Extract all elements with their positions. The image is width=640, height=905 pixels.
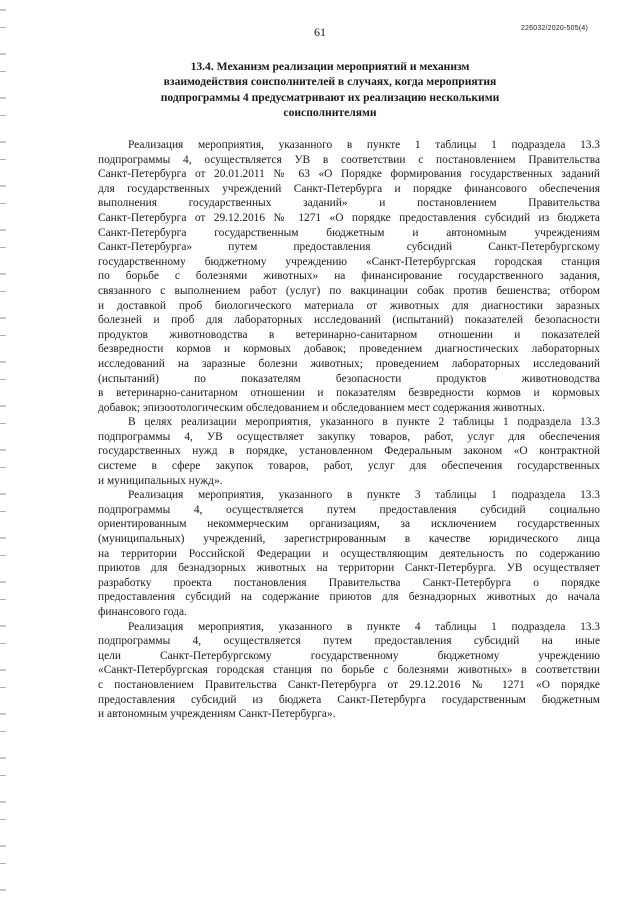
paragraph — [98, 488, 600, 619]
section-title-line: взаимодействия соисполнителей в случаях, когда мероприятия — [163, 75, 497, 89]
paragraph — [98, 138, 600, 415]
paragraph-line: подпрограммы 4, УВ осуществляет закупку товаров, работ, услуг для обеспечения — [98, 430, 600, 443]
paragraph-line: финансового года. — [98, 606, 187, 618]
paragraph-line: подпрограммы 4, осуществляется УВ в соответствии с постановлением Правительства — [98, 153, 600, 166]
paragraph-line: безвредности кормов и кормовых добавок; проведением диагностических лабораторных — [98, 343, 600, 356]
paragraph-line: связанного с выполнением работ (услуг) по вакцинации собак против бешенства; отбором — [98, 284, 600, 297]
paragraph-line: (испытаний) по показателям безопасности продуктов животноводства — [98, 372, 600, 385]
paragraph-line: подпрограммы 4, осуществляется путем предоставления субсидий на иные — [98, 635, 600, 648]
section-title-line: соисполнителями — [283, 106, 377, 120]
document-body — [98, 138, 600, 722]
paragraph-line: подпрограммы 4, осуществляется путем предоставления субсидий социально — [98, 503, 600, 516]
section-title-line: 13.4. Механизм реализации мероприятий и механизм — [190, 60, 470, 73]
paragraph-line: «Санкт-Петербургская городская станция по борьбе с болезнями животных» в соответствии — [98, 664, 600, 677]
document-code: 226032/2020-505(4) — [520, 25, 588, 32]
paragraph-line: добавок; эпизоотологическим обследованием и обследованием мест содержания животных. — [98, 401, 546, 414]
paragraph-line: предоставления субсидий на содержание приютов для безнадзорных животных до начала — [98, 591, 600, 604]
paragraph-line: продуктов животноводства в ветеринарно-санитарном отношении и показателей — [98, 328, 600, 341]
paragraph-line: и автономным учреждениям Санкт-Петербурга». — [98, 708, 336, 721]
paragraph-line: Санкт-Петербурга от 20.01.2011 № 63 «О Порядке формирования государственных заданий — [98, 168, 600, 181]
paragraph — [98, 620, 600, 722]
paragraph-line: (муниципальных) учреждений, зарегистрированным в качестве юридического лица — [98, 533, 600, 546]
paragraph-line: по борьбе с болезнями животных» на финансирование государственного задания, — [98, 270, 600, 283]
paragraph-line: государственных нужд в порядке, установленном Федеральным законом «О контрактной — [98, 445, 600, 458]
paragraph-line: Реализация мероприятия, указанного в пункте 1 таблицы 1 подраздела 13.3 — [128, 139, 600, 151]
paragraph-line: ориентированным некоммерческим организациям, за исключением государственных — [98, 518, 600, 531]
page-number: 61 — [314, 25, 326, 39]
section-title — [120, 59, 540, 121]
paragraph-line: для государственных учреждений Санкт-Петербурга и порядке финансового обеспечения — [98, 182, 600, 195]
paragraph-line: В целях реализации мероприятия, указанного в пункте 2 таблицы 1 подраздела 13.3 — [128, 416, 600, 429]
section-title-line: подпрограммы 4 предусматривают их реализацию несколькими — [160, 90, 500, 104]
paragraph-line: Реализация мероприятия, указанного в пункте 3 таблицы 1 подраздела 13.3 — [128, 489, 600, 502]
paragraph-line: и доставкой проб биологического материала от животных для диагностики заразных — [98, 299, 600, 312]
paragraph-line: выполнения государственных заданий» и постановлением Правительства — [98, 197, 600, 210]
paragraph-line: предоставления субсидий из бюджета Санкт-Петербурга государственным бюджетным — [98, 693, 600, 706]
paragraph-line: Санкт-Петербурга государственным бюджетным и автономным учреждениям — [98, 226, 600, 239]
paragraph-line: с постановлением Правительства Санкт-Петербурга от 29.12.2016 № 1271 «О порядке — [98, 678, 600, 691]
paragraph-line: системе в сфере закупок товаров, работ, услуг для обеспечения государственных — [98, 460, 600, 473]
paragraph-line: исследований на заразные болезни животных; проведением лабораторных исследований — [98, 357, 600, 370]
paragraph-line: на территории Российской Федерации и осуществляющим деятельность по содержанию — [98, 547, 600, 560]
paragraph-line: Санкт-Петербурга от 29.12.2016 № 1271 «О порядке предоставления субсидий из бюджета — [98, 211, 600, 224]
paragraph-line: государственному бюджетному учреждению «Санкт-Петербургская городская станция — [98, 255, 600, 268]
paragraph-line: цели Санкт-Петербургскому государственному бюджетному учреждению — [98, 649, 600, 662]
paragraph-line: приютов для безнадзорных животных на территории Санкт-Петербурга. УВ осуществляет — [98, 562, 600, 575]
paragraph-line: Реализация мероприятия, указанного в пункте 4 таблицы 1 подраздела 13.3 — [128, 620, 600, 633]
paragraph — [98, 415, 600, 488]
paragraph-line: в ветеринарно-санитарном отношении и показателям безвредности кормов и кормовых — [98, 387, 600, 400]
paragraph-line: болезней и проб для лабораторных исследований (испытаний) показателей безопасности — [98, 314, 600, 327]
paragraph-line: и муниципальных нужд». — [98, 474, 223, 487]
scan-edge-artifact — [0, 0, 6, 905]
paragraph-line: разработку проекта постановления Правительства Санкт-Петербурга о порядке — [98, 576, 600, 589]
paragraph-line: Санкт-Петербурга» путем предоставления субсидий Санкт-Петербургскому — [98, 241, 600, 254]
